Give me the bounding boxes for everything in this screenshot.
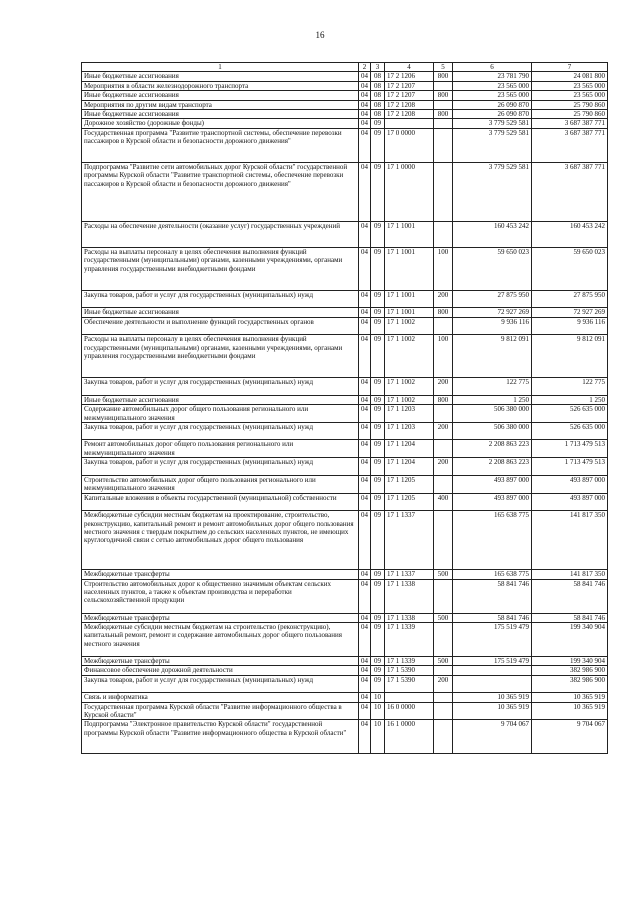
table-row (82, 119, 608, 128)
row-target-code: 17 1 1002 (385, 395, 434, 404)
row-sum-year2: 493 897 000 (532, 493, 608, 511)
row-section: 04 (359, 613, 371, 622)
row-subsection: 10 (371, 702, 385, 720)
row-sum-year2: 199 340 904 (532, 622, 608, 656)
row-expense-type: 800 (434, 395, 453, 404)
header-row (82, 63, 608, 72)
row-sum-year1: 2 208 863 223 (453, 440, 532, 458)
row-name: Расходы на выплаты персоналу в целях обеспечения выполнения функций государственными (муниципальными) органами, казенными учреждениями, органами управления государственными внебюджетными фондами (82, 335, 359, 378)
table-row (82, 579, 608, 613)
row-sum-year1: 10 365 919 (453, 702, 532, 720)
header-cell: 7 (532, 63, 608, 72)
row-subsection: 09 (371, 622, 385, 656)
row-name: Закупка товаров, работ и услуг для государственных (муниципальных) нужд (82, 422, 359, 440)
row-name: Обеспечение деятельности и выполнение функций государственных органов (82, 317, 359, 335)
row-sum-year2: 1 713 479 513 (532, 458, 608, 476)
row-name: Дорожное хозяйство (дорожные фонды) (82, 119, 359, 128)
row-sum-year2: 526 635 000 (532, 422, 608, 440)
row-expense-type (434, 405, 453, 423)
row-expense-type: 500 (434, 613, 453, 622)
table-row (82, 162, 608, 221)
row-target-code: 17 1 5390 (385, 666, 434, 675)
row-sum-year1: 3 779 529 581 (453, 162, 532, 221)
row-sum-year2: 9 812 091 (532, 335, 608, 378)
row-sum-year2: 24 081 800 (532, 72, 608, 81)
row-section: 04 (359, 128, 371, 162)
row-expense-type (434, 119, 453, 128)
table-row (82, 440, 608, 458)
header-cell: 2 (359, 63, 371, 72)
row-target-code: 17 1 1204 (385, 458, 434, 476)
row-name: Мероприятия по другим видам транспорта (82, 100, 359, 109)
row-sum-year1: 175 519 479 (453, 656, 532, 665)
row-target-code (385, 119, 434, 128)
row-name: Межбюджетные трансферты (82, 656, 359, 665)
row-section: 04 (359, 290, 371, 308)
row-sum-year2: 160 453 242 (532, 221, 608, 247)
table-row (82, 693, 608, 702)
row-target-code (385, 693, 434, 702)
row-expense-type: 200 (434, 378, 453, 396)
budget-table-body (82, 63, 608, 754)
row-section: 04 (359, 475, 371, 493)
row-sum-year2: 9 936 116 (532, 317, 608, 335)
row-sum-year1: 26 090 870 (453, 110, 532, 119)
row-sum-year1: 122 775 (453, 378, 532, 396)
row-subsection: 09 (371, 405, 385, 423)
row-sum-year1: 10 365 919 (453, 693, 532, 702)
row-expense-type: 800 (434, 91, 453, 100)
table-row (82, 395, 608, 404)
row-expense-type: 400 (434, 493, 453, 511)
row-expense-type (434, 720, 453, 754)
row-sum-year2: 27 875 950 (532, 290, 608, 308)
row-name: Финансовое обеспечение дорожной деятельности (82, 666, 359, 675)
row-sum-year1: 9 936 116 (453, 317, 532, 335)
row-sum-year1: 59 650 023 (453, 247, 532, 290)
row-target-code: 17 1 1337 (385, 511, 434, 570)
row-sum-year1: 58 841 746 (453, 579, 532, 613)
row-sum-year1: 58 841 746 (453, 613, 532, 622)
row-section: 04 (359, 622, 371, 656)
row-sum-year1: 160 453 242 (453, 221, 532, 247)
row-sum-year2: 59 650 023 (532, 247, 608, 290)
header-cell: 4 (385, 63, 434, 72)
table-row (82, 405, 608, 423)
row-subsection: 09 (371, 675, 385, 693)
row-sum-year2: 141 817 350 (532, 570, 608, 579)
row-target-code: 17 1 1203 (385, 422, 434, 440)
row-name: Иные бюджетные ассигнования (82, 110, 359, 119)
row-sum-year2: 382 986 900 (532, 666, 608, 675)
row-name: Иные бюджетные ассигнования (82, 308, 359, 317)
row-name: Государственная программа Курской области "Развитие информационного общества в Курской области" (82, 702, 359, 720)
row-target-code: 17 1 1338 (385, 613, 434, 622)
row-name: Закупка товаров, работ и услуг для государственных (муниципальных) нужд (82, 290, 359, 308)
row-expense-type (434, 702, 453, 720)
row-name: Подпрограмма "Развитие сети автомобильных дорог Курской области" государственной программы Курской области "Развитие транспортной системы, обеспечение перевозки пассажиров в Курской области и безопасности дорожного движения" (82, 162, 359, 221)
row-name: Закупка товаров, работ и услуг для государственных (муниципальных) нужд (82, 378, 359, 396)
header-cell: 1 (82, 63, 359, 72)
row-target-code: 17 1 1338 (385, 579, 434, 613)
row-section: 04 (359, 405, 371, 423)
row-target-code: 17 2 1207 (385, 81, 434, 90)
row-name: Строительство автомобильных дорог общего пользования регионального или межмуниципального значения (82, 475, 359, 493)
row-name: Межбюджетные субсидии местным бюджетам на проектирование, строительство, реконструкцию, капитальный ремонт и ремонт автомобильных дорог общего пользования местного значения с твердым покрытием до сельских населенных пунктов, не имеющих круглогодичной связи с сетью автомобильных дорог общего пользования (82, 511, 359, 570)
budget-table (81, 62, 608, 754)
row-subsection: 08 (371, 100, 385, 109)
row-name: Строительство автомобильных дорог к общественно значимым объектам сельских населенных пунктов, а также к объектам производства и переработки сельскохозяйственной продукции (82, 579, 359, 613)
row-name: Иные бюджетные ассигнования (82, 72, 359, 81)
header-cell: 5 (434, 63, 453, 72)
row-subsection: 08 (371, 91, 385, 100)
table-row (82, 247, 608, 290)
row-sum-year2: 382 986 900 (532, 675, 608, 693)
row-section: 04 (359, 493, 371, 511)
row-target-code: 17 1 1001 (385, 221, 434, 247)
header-cell: 3 (371, 63, 385, 72)
row-sum-year2: 58 841 746 (532, 579, 608, 613)
row-name: Межбюджетные субсидии местным бюджетам на строительство (реконструкцию), капитальный ремонт, ремонт и содержание автомобильных дорог общего пользования местного значения (82, 622, 359, 656)
row-section: 04 (359, 440, 371, 458)
table-row (82, 702, 608, 720)
row-target-code: 17 0 0000 (385, 128, 434, 162)
table-row (82, 493, 608, 511)
row-target-code: 17 1 1001 (385, 308, 434, 317)
row-section: 04 (359, 702, 371, 720)
row-subsection: 09 (371, 511, 385, 570)
row-target-code: 17 1 1002 (385, 335, 434, 378)
row-expense-type (434, 440, 453, 458)
row-sum-year2: 526 635 000 (532, 405, 608, 423)
row-target-code: 17 2 1206 (385, 72, 434, 81)
row-section: 04 (359, 110, 371, 119)
table-row (82, 221, 608, 247)
row-subsection: 09 (371, 162, 385, 221)
row-expense-type (434, 128, 453, 162)
row-subsection: 09 (371, 656, 385, 665)
row-sum-year2: 9 704 067 (532, 720, 608, 754)
row-expense-type: 100 (434, 335, 453, 378)
row-target-code: 16 0 0000 (385, 702, 434, 720)
row-target-code: 17 2 1208 (385, 110, 434, 119)
table-row (82, 290, 608, 308)
row-target-code: 17 1 1001 (385, 290, 434, 308)
table-row (82, 110, 608, 119)
row-sum-year2: 141 817 350 (532, 511, 608, 570)
table-row (82, 128, 608, 162)
row-section: 04 (359, 317, 371, 335)
row-subsection: 09 (371, 422, 385, 440)
row-section: 04 (359, 72, 371, 81)
table-row (82, 72, 608, 81)
row-sum-year1: 506 380 000 (453, 405, 532, 423)
row-name: Связь и информатика (82, 693, 359, 702)
table-row (82, 570, 608, 579)
row-sum-year2: 58 841 746 (532, 613, 608, 622)
row-subsection: 09 (371, 440, 385, 458)
row-name: Ремонт автомобильных дорог общего пользования регионального или межмуниципального значения (82, 440, 359, 458)
row-sum-year1: 23 565 000 (453, 91, 532, 100)
row-subsection: 09 (371, 290, 385, 308)
row-section: 04 (359, 693, 371, 702)
row-section: 04 (359, 221, 371, 247)
row-subsection: 09 (371, 247, 385, 290)
table-row (82, 720, 608, 754)
row-sum-year1: 2 208 863 223 (453, 458, 532, 476)
table-row (82, 475, 608, 493)
row-sum-year2: 3 687 387 771 (532, 128, 608, 162)
row-target-code: 17 1 1204 (385, 440, 434, 458)
row-target-code: 17 1 1339 (385, 622, 434, 656)
row-subsection: 08 (371, 110, 385, 119)
row-sum-year1: 27 875 950 (453, 290, 532, 308)
row-subsection: 09 (371, 395, 385, 404)
row-name: Межбюджетные трансферты (82, 570, 359, 579)
row-sum-year1: 72 927 269 (453, 308, 532, 317)
row-subsection: 09 (371, 613, 385, 622)
row-subsection: 10 (371, 720, 385, 754)
row-section: 04 (359, 119, 371, 128)
row-name: Государственная программа "Развитие транспортной системы, обеспечение перевозки пассажиров в Курской области и безопасности дорожного движения" (82, 128, 359, 162)
table-row (82, 422, 608, 440)
row-sum-year1: 493 897 000 (453, 475, 532, 493)
row-subsection: 09 (371, 378, 385, 396)
row-expense-type (434, 81, 453, 90)
row-sum-year2: 25 790 860 (532, 110, 608, 119)
row-name: Содержание автомобильных дорог общего пользования регионального или межмуниципального значения (82, 405, 359, 423)
row-target-code: 17 1 1337 (385, 570, 434, 579)
table-row (82, 317, 608, 335)
table-row (82, 656, 608, 665)
row-sum-year2: 3 687 387 771 (532, 119, 608, 128)
row-section: 04 (359, 422, 371, 440)
table-row (82, 100, 608, 109)
row-sum-year1: 3 779 529 581 (453, 119, 532, 128)
row-subsection: 09 (371, 119, 385, 128)
row-section: 04 (359, 100, 371, 109)
row-section: 04 (359, 81, 371, 90)
row-sum-year2: 1 250 (532, 395, 608, 404)
row-expense-type (434, 622, 453, 656)
row-section: 04 (359, 579, 371, 613)
row-sum-year1: 506 380 000 (453, 422, 532, 440)
row-subsection: 09 (371, 317, 385, 335)
row-sum-year1: 1 250 (453, 395, 532, 404)
row-subsection: 08 (371, 81, 385, 90)
row-expense-type (434, 666, 453, 675)
row-target-code: 17 1 1002 (385, 378, 434, 396)
row-target-code: 17 1 0000 (385, 162, 434, 221)
row-expense-type: 500 (434, 570, 453, 579)
row-sum-year1: 9 704 067 (453, 720, 532, 754)
row-name: Закупка товаров, работ и услуг для государственных (муниципальных) нужд (82, 458, 359, 476)
row-expense-type: 800 (434, 308, 453, 317)
row-expense-type (434, 221, 453, 247)
row-section: 04 (359, 675, 371, 693)
row-expense-type: 800 (434, 72, 453, 81)
row-target-code: 17 1 5390 (385, 675, 434, 693)
row-sum-year1: 23 565 000 (453, 81, 532, 90)
row-subsection: 09 (371, 493, 385, 511)
row-name: Расходы на выплаты персоналу в целях обеспечения выполнения функций государственными (муниципальными) органами, казенными учреждениями, органами управления государственными внебюджетными фондами (82, 247, 359, 290)
row-target-code: 17 1 1339 (385, 656, 434, 665)
row-subsection: 09 (371, 579, 385, 613)
row-target-code: 17 1 1002 (385, 317, 434, 335)
row-section: 04 (359, 570, 371, 579)
row-name: Подпрограмма "Электронное правительство Курской области" государственной программы Курской области "Развитие информационного общества в Курской области" (82, 720, 359, 754)
row-sum-year2: 10 365 919 (532, 693, 608, 702)
row-sum-year2: 3 687 387 771 (532, 162, 608, 221)
table-row (82, 335, 608, 378)
row-target-code: 17 1 1205 (385, 493, 434, 511)
row-sum-year1: 165 638 775 (453, 570, 532, 579)
row-sum-year2: 199 340 904 (532, 656, 608, 665)
row-expense-type: 200 (434, 290, 453, 308)
row-name: Капитальные вложения в объекты государственной (муниципальной) собственности (82, 493, 359, 511)
row-expense-type: 500 (434, 656, 453, 665)
row-sum-year1: 26 090 870 (453, 100, 532, 109)
row-section: 04 (359, 91, 371, 100)
row-section: 04 (359, 308, 371, 317)
row-subsection: 09 (371, 128, 385, 162)
row-subsection: 09 (371, 458, 385, 476)
table-row (82, 91, 608, 100)
table-row (82, 666, 608, 675)
row-name: Мероприятия в области железнодорожного транспорта (82, 81, 359, 90)
row-expense-type (434, 511, 453, 570)
row-sum-year1: 493 897 000 (453, 493, 532, 511)
row-sum-year2: 122 775 (532, 378, 608, 396)
row-sum-year2: 25 790 860 (532, 100, 608, 109)
row-name: Расходы на обеспечение деятельности (оказание услуг) государственных учреждений (82, 221, 359, 247)
row-subsection: 10 (371, 693, 385, 702)
row-sum-year1 (453, 666, 532, 675)
row-subsection: 08 (371, 72, 385, 81)
row-target-code: 17 1 1203 (385, 405, 434, 423)
table-row (82, 675, 608, 693)
row-expense-type (434, 317, 453, 335)
row-section: 04 (359, 395, 371, 404)
row-section: 04 (359, 162, 371, 221)
table-row (82, 458, 608, 476)
row-subsection: 09 (371, 666, 385, 675)
row-name: Иные бюджетные ассигнования (82, 395, 359, 404)
row-target-code: 17 1 1001 (385, 247, 434, 290)
row-sum-year2: 1 713 479 513 (532, 440, 608, 458)
table-row (82, 378, 608, 396)
row-name: Закупка товаров, работ и услуг для государственных (муниципальных) нужд (82, 675, 359, 693)
row-name: Межбюджетные трансферты (82, 613, 359, 622)
row-expense-type: 200 (434, 458, 453, 476)
row-section: 04 (359, 458, 371, 476)
row-sum-year1: 175 519 479 (453, 622, 532, 656)
row-sum-year1 (453, 675, 532, 693)
row-section: 04 (359, 666, 371, 675)
row-section: 04 (359, 247, 371, 290)
row-section: 04 (359, 335, 371, 378)
row-subsection: 09 (371, 221, 385, 247)
row-section: 04 (359, 720, 371, 754)
row-subsection: 09 (371, 308, 385, 317)
row-sum-year1: 3 779 529 581 (453, 128, 532, 162)
row-subsection: 09 (371, 335, 385, 378)
table-row (82, 613, 608, 622)
row-expense-type (434, 693, 453, 702)
table-row (82, 511, 608, 570)
page-number: 16 (315, 30, 325, 40)
row-section: 04 (359, 378, 371, 396)
row-target-code: 17 1 1205 (385, 475, 434, 493)
row-sum-year1: 165 638 775 (453, 511, 532, 570)
row-target-code: 17 2 1207 (385, 91, 434, 100)
row-expense-type (434, 475, 453, 493)
row-expense-type (434, 100, 453, 109)
row-expense-type: 200 (434, 422, 453, 440)
table-row (82, 622, 608, 656)
row-sum-year2: 23 565 000 (532, 91, 608, 100)
row-target-code: 16 1 0000 (385, 720, 434, 754)
row-sum-year2: 493 897 000 (532, 475, 608, 493)
row-sum-year2: 23 565 000 (532, 81, 608, 90)
row-expense-type: 200 (434, 675, 453, 693)
row-subsection: 09 (371, 570, 385, 579)
header-cell: 6 (453, 63, 532, 72)
table-row (82, 81, 608, 90)
row-name: Иные бюджетные ассигнования (82, 91, 359, 100)
row-sum-year2: 10 365 919 (532, 702, 608, 720)
row-expense-type (434, 579, 453, 613)
row-expense-type: 100 (434, 247, 453, 290)
row-section: 04 (359, 511, 371, 570)
row-expense-type: 800 (434, 110, 453, 119)
table-row (82, 308, 608, 317)
row-section: 04 (359, 656, 371, 665)
row-subsection: 09 (371, 475, 385, 493)
row-sum-year1: 9 812 091 (453, 335, 532, 378)
row-sum-year1: 23 781 790 (453, 72, 532, 81)
row-target-code: 17 2 1208 (385, 100, 434, 109)
row-sum-year2: 72 927 269 (532, 308, 608, 317)
row-expense-type (434, 162, 453, 221)
